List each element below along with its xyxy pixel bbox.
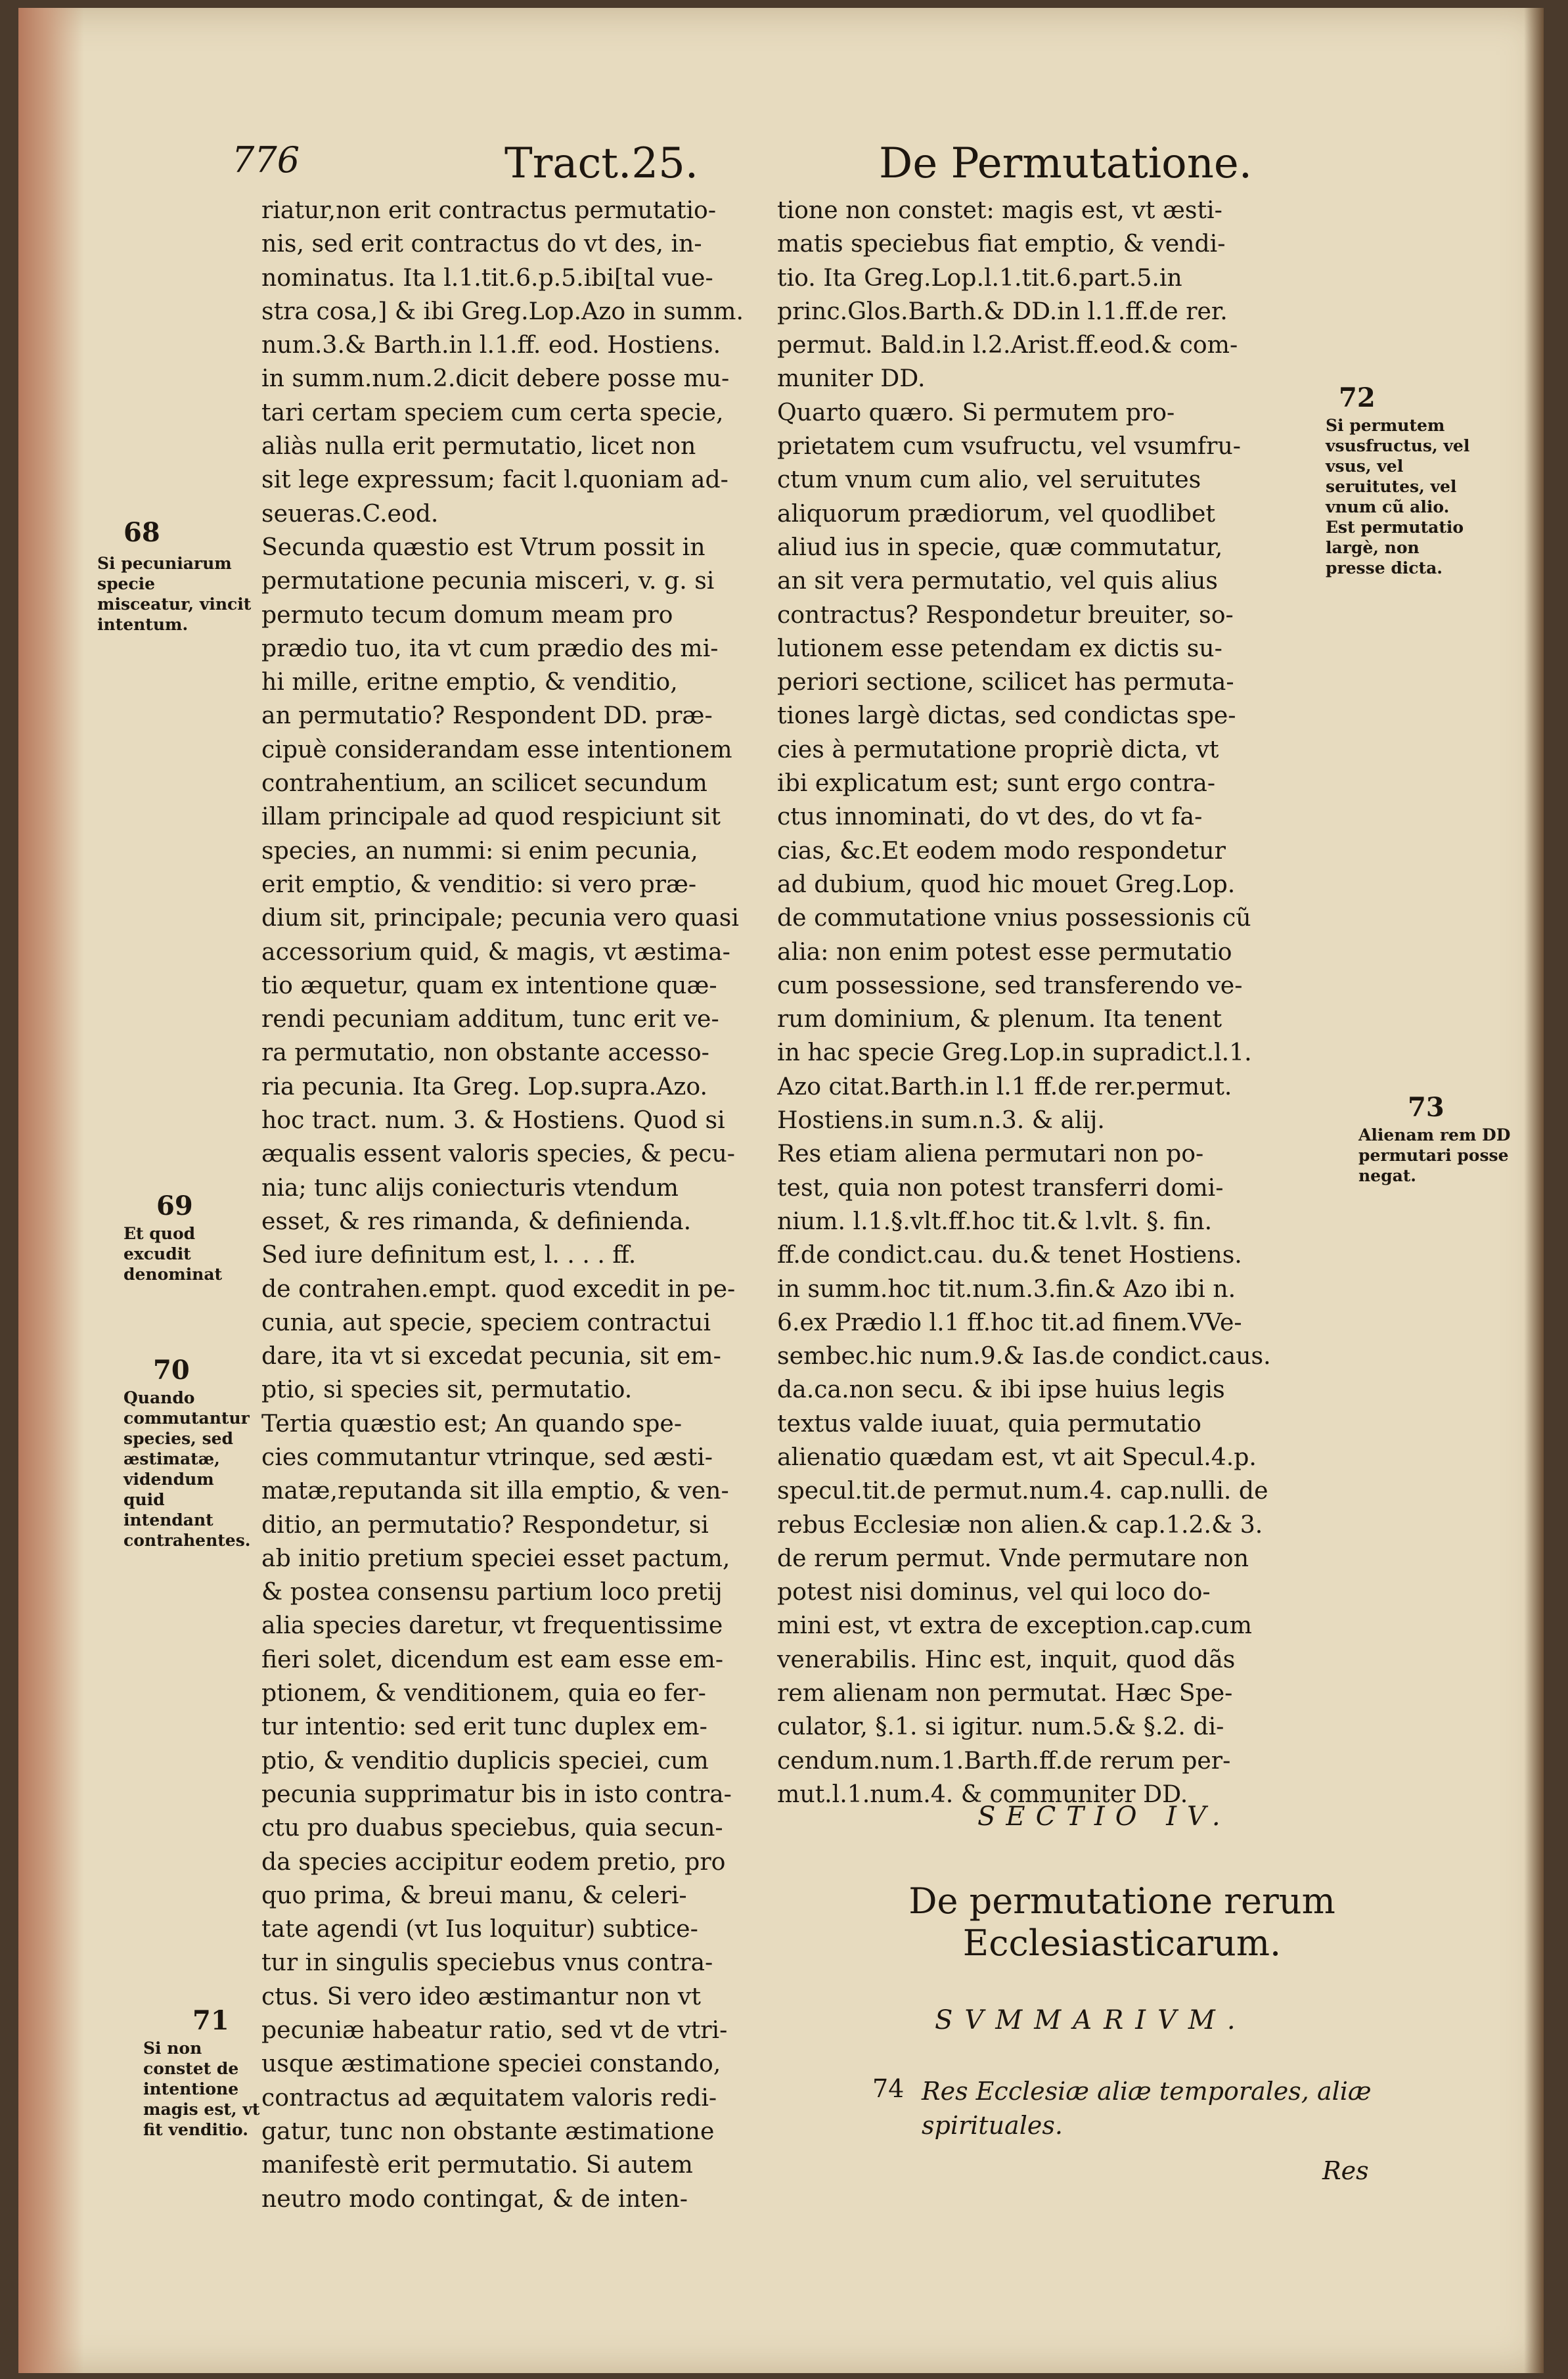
left-column-line: matæ,reputanda sit illa emptio, & ven- — [261, 1476, 729, 1505]
right-column-line: ibi explicatum est; sunt ergo contra- — [777, 769, 1216, 798]
left-column-line: sit lege expressum; facit l.quoniam ad- — [261, 465, 728, 494]
right-column-line: an sit vera permutatio, vel quis alius — [777, 566, 1218, 595]
left-column-line: stra cosa,] & ibi Greg.Lop.Azo in summ. — [261, 296, 744, 325]
right-column-line: rebus Ecclesiæ non alien.& cap.1.2.& 3. — [777, 1510, 1263, 1539]
left-column-line: an permutatio? Respondent DD. præ- — [261, 701, 713, 730]
right-column-line: alienatio quædam est, vt ait Specul.4.p. — [777, 1442, 1257, 1471]
left-column-line: gatur, tunc non obstante æstimatione — [261, 2116, 715, 2145]
right-column-line: aliquorum prædiorum, vel quodlibet — [777, 499, 1215, 528]
right-column-line: tione non constet: magis est, vt æsti- — [777, 196, 1222, 224]
left-column-line: dare, ita vt si excedat pecunia, sit em- — [261, 1342, 721, 1371]
left-column-line: erit emptio, & venditio: si vero præ- — [261, 869, 697, 898]
section-title: De permutatione rerum Ecclesiasticarum. — [908, 1880, 1335, 1964]
right-column-line: de commutatione vnius possessionis cũ — [777, 903, 1251, 932]
left-column-line: species, an nummi: si enim pecunia, — [261, 836, 698, 865]
summary-number: 74 — [872, 2074, 905, 2103]
left-column-line: dium sit, principale; pecunia vero quasi — [261, 903, 739, 932]
right-column-line: potest nisi dominus, vel qui loco do- — [777, 1577, 1211, 1606]
left-column-line: tur in singulis speciebus vnus contra- — [261, 1948, 713, 1977]
left-column-line: illam principale ad quod respiciunt sit — [261, 802, 721, 831]
right-column-line: tiones largè dictas, sed condictas spe- — [777, 701, 1236, 730]
margin-number-73: 73 — [1408, 1092, 1445, 1123]
right-column-line: ad dubium, quod hic mouet Greg.Lop. — [777, 869, 1236, 898]
right-column-line: aliud ius in specie, quæ commutatur, — [777, 532, 1223, 561]
left-column-line: neutro modo contingat, & de inten- — [261, 2184, 688, 2213]
right-column-line: Quarto quæro. Si permutem pro- — [777, 397, 1175, 426]
left-column-line: ditio, an permutatio? Respondetur, si — [261, 1510, 709, 1539]
right-column-line: Hostiens.in sum.n.3. & alij. — [777, 1106, 1105, 1135]
margin-number-72: 72 — [1339, 382, 1376, 413]
left-column-line: esset, & res rimanda, & definienda. — [261, 1206, 692, 1235]
page-number: 776 — [232, 139, 300, 181]
right-column-line: textus valde iuuat, quia permutatio — [777, 1409, 1201, 1438]
running-title: Tract.25. — [504, 139, 699, 188]
left-column-line: ra permutatio, non obstante accesso- — [261, 1038, 709, 1067]
left-column-line: contrahentium, an scilicet secundum — [261, 769, 707, 798]
left-column-line: contractus ad æquitatem valoris redi- — [261, 2083, 717, 2112]
left-column-line: fieri solet, dicendum est eam esse em- — [261, 1644, 724, 1673]
left-column-line: Secunda quæstio est Vtrum possit in — [261, 532, 706, 561]
left-column-line: pecuniæ habeatur ratio, sed vt de vtri- — [261, 2016, 728, 2045]
left-column-line: alia species daretur, vt frequentissime — [261, 1611, 723, 1640]
page-edge-right — [1524, 8, 1544, 2373]
left-column-line: seueras.C.eod. — [261, 499, 439, 528]
right-column-line: test, quia non potest transferri domi- — [777, 1173, 1224, 1202]
right-column-line: matis speciebus fiat emptio, & vendi- — [777, 229, 1226, 258]
margin-number-69: 69 — [156, 1190, 193, 1221]
left-column-line: tio æquetur, quam ex intentione quæ- — [261, 970, 717, 999]
left-column-line: nis, sed erit contractus do vt des, in- — [261, 229, 702, 258]
left-column-line: da species accipitur eodem pretio, pro — [261, 1847, 726, 1876]
right-column-line: sembec.hic num.9.& Ias.de condict.caus. — [777, 1342, 1271, 1371]
running-subject: De Permutatione. — [879, 139, 1253, 188]
left-column-line: tur intentio: sed erit tunc duplex em- — [261, 1712, 707, 1741]
section-heading: SECTIO IV. — [977, 1801, 1231, 1832]
margin-note-73: Alienam rem DD permutari posse negat. — [1358, 1125, 1511, 1185]
left-column-line: usque æstimatione speciei constando, — [261, 2049, 721, 2078]
margin-note-71: Si non constet de intentione magis est, vt fit venditio. — [143, 2039, 260, 2139]
left-column-line: Sed iure definitum est, l. . . . ff. — [261, 1240, 637, 1269]
right-column-line: cias, &c.Et eodem modo respondetur — [777, 836, 1226, 865]
margin-note-72: Si permutem vsusfructus, vel vsus, vel seruitutes, vel vnum cũ alio. Est permutatio largè, non presse dicta. — [1326, 416, 1470, 578]
right-column-line: cies à permutatione propriè dicta, vt — [777, 735, 1219, 763]
left-column-line: hoc tract. num. 3. & Hostiens. Quod si — [261, 1106, 725, 1135]
left-column-line: ctus. Si vero ideo æstimantur non vt — [261, 1982, 701, 2010]
right-column-line: prietatem cum vsufructu, vel vsumfru- — [777, 432, 1241, 461]
right-column-line: 6.ex Prædio l.1 ff.hoc tit.ad finem.VVe- — [777, 1307, 1242, 1336]
right-column-line: specul.tit.de permut.num.4. cap.nulli. de — [777, 1476, 1268, 1505]
left-column-line: tari certam speciem cum certa specie, — [261, 397, 724, 426]
left-column-line: ctu pro duabus speciebus, quia secun- — [261, 1813, 723, 1842]
right-text-column — [777, 193, 1342, 1811]
left-column-line: hi mille, eritne emptio, & venditio, — [261, 668, 678, 696]
left-column-line: tate agendi (vt Ius loquitur) subtice- — [261, 1915, 698, 1943]
right-column-line: rum dominium, & plenum. Ita tenent — [777, 1005, 1222, 1033]
right-column-line: culator, §.1. si igitur. num.5.& §.2. di- — [777, 1712, 1224, 1741]
left-column-line: cipuè considerandam esse intentionem — [261, 735, 732, 763]
right-column-line: tio. Ita Greg.Lop.l.1.tit.6.part.5.in — [777, 263, 1182, 292]
right-column-line: contractus? Respondetur breuiter, so- — [777, 600, 1234, 629]
right-column-line: venerabilis. Hinc est, inquit, quod dãs — [777, 1644, 1236, 1673]
right-column-line: ctum vnum cum alio, vel seruitutes — [777, 465, 1201, 494]
left-text-column — [261, 193, 826, 2215]
page-edge-left — [18, 8, 84, 2373]
left-column-line: aliàs nulla erit permutatio, licet non — [261, 432, 696, 461]
right-column-line: mut.l.1.num.4. & communiter DD. — [777, 1779, 1188, 1808]
left-column-line: cunia, aut specie, speciem contractui — [261, 1307, 711, 1336]
book-page — [18, 8, 1544, 2373]
left-column-line: ptio, & venditio duplicis speciei, cum — [261, 1746, 709, 1775]
left-column-line: rendi pecuniam additum, tunc erit ve- — [261, 1005, 719, 1033]
right-column-line: mini est, vt extra de exception.cap.cum — [777, 1611, 1252, 1640]
right-column-line: muniter DD. — [777, 364, 926, 393]
left-column-line: nominatus. Ita l.1.tit.6.p.5.ibi[tal vue- — [261, 263, 713, 292]
left-column-line: permuto tecum domum meam pro — [261, 600, 673, 629]
left-column-line: ab initio pretium speciei esset pactum, — [261, 1543, 730, 1572]
left-column-line: nia; tunc alijs coniecturis vtendum — [261, 1173, 679, 1202]
margin-number-71: 71 — [192, 2005, 229, 2036]
left-column-line: ria pecunia. Ita Greg. Lop.supra.Azo. — [261, 1072, 708, 1100]
right-column-line: in hac specie Greg.Lop.in supradict.l.1. — [777, 1038, 1252, 1067]
right-column-line: permut. Bald.in l.2.Arist.ff.eod.& com- — [777, 330, 1238, 359]
summary-text: Res Ecclesiæ aliæ temporales, aliæ spirituales. — [922, 2077, 1372, 2140]
left-column-line: æqualis essent valoris species, & pecu- — [261, 1139, 736, 1168]
margin-note-68: Si pecuniarum specie misceatur, vincit intentum. — [97, 554, 252, 634]
left-column-line: Tertia quæstio est; An quando spe- — [261, 1409, 683, 1438]
left-column-line: prædio tuo, ita vt cum prædio des mi- — [261, 633, 719, 662]
right-column-line: nium. l.1.§.vlt.ff.hoc tit.& l.vlt. §. fin. — [777, 1206, 1213, 1235]
left-column-line: in summ.num.2.dicit debere posse mu- — [261, 364, 730, 393]
margin-note-69: Et quod excudit denominat — [123, 1224, 223, 1284]
left-column-line: ptionem, & venditionem, quia eo fer- — [261, 1679, 706, 1708]
left-column-line: cies commutantur vtrinque, sed æsti- — [261, 1442, 713, 1471]
right-column-line: in summ.hoc tit.num.3.fin.& Azo ibi n. — [777, 1274, 1236, 1303]
right-column-line: ff.de condict.cau. du.& tenet Hostiens. — [777, 1240, 1242, 1269]
left-column-text — [261, 193, 826, 2215]
right-column-line: princ.Glos.Barth.& DD.in l.1.ff.de rer. — [777, 296, 1228, 325]
left-column-line: accessorium quid, & magis, vt æstima- — [261, 937, 730, 966]
left-column-line: & postea consensu partium loco pretij — [261, 1577, 723, 1606]
catchword: Res — [1322, 2156, 1369, 2185]
margin-number-70: 70 — [153, 1355, 190, 1386]
margin-number-68: 68 — [123, 517, 160, 548]
left-column-line: de contrahen.empt. quod excedit in pe- — [261, 1274, 736, 1303]
right-column-line: de rerum permut. Vnde permutare non — [777, 1543, 1249, 1572]
right-column-line: lutionem esse petendam ex dictis su- — [777, 633, 1222, 662]
right-column-line: cum possessione, sed transferendo ve- — [777, 970, 1243, 999]
right-column-line: periori sectione, scilicet has permuta- — [777, 668, 1234, 696]
left-column-line: permutatione pecunia misceri, v. g. si — [261, 566, 715, 595]
left-column-line: num.3.& Barth.in l.1.ff. eod. Hostiens. — [261, 330, 721, 359]
right-column-text — [777, 193, 1342, 1811]
right-column-line: ctus innominati, do vt des, do vt fa- — [777, 802, 1203, 831]
right-column-line: rem alienam non permutat. Hæc Spe- — [777, 1679, 1233, 1708]
summary-heading: SVMMARIVM. — [935, 2005, 1247, 2035]
left-column-line: manifestè erit permutatio. Si autem — [261, 2150, 693, 2179]
left-column-line: pecunia supprimatur bis in isto contra- — [261, 1779, 732, 1808]
right-column-line: alia: non enim potest esse permutatio — [777, 937, 1232, 966]
margin-note-70: Quando commutantur species, sed æstimatæ, videndum quid intendant contrahentes. — [123, 1388, 251, 1550]
left-column-line: quo prima, & breui manu, & celeri- — [261, 1880, 687, 1909]
right-column-line: da.ca.non secu. & ibi ipse huius legis — [777, 1375, 1225, 1404]
right-column-line: Res etiam aliena permutari non po- — [777, 1139, 1204, 1168]
right-column-line: cendum.num.1.Barth.ff.de rerum per- — [777, 1746, 1231, 1775]
left-column-line: riatur,non erit contractus permutatio- — [261, 196, 717, 224]
right-column-line: Azo citat.Barth.in l.1 ff.de rer.permut. — [777, 1072, 1232, 1100]
left-column-line: ptio, si species sit, permutatio. — [261, 1375, 633, 1404]
